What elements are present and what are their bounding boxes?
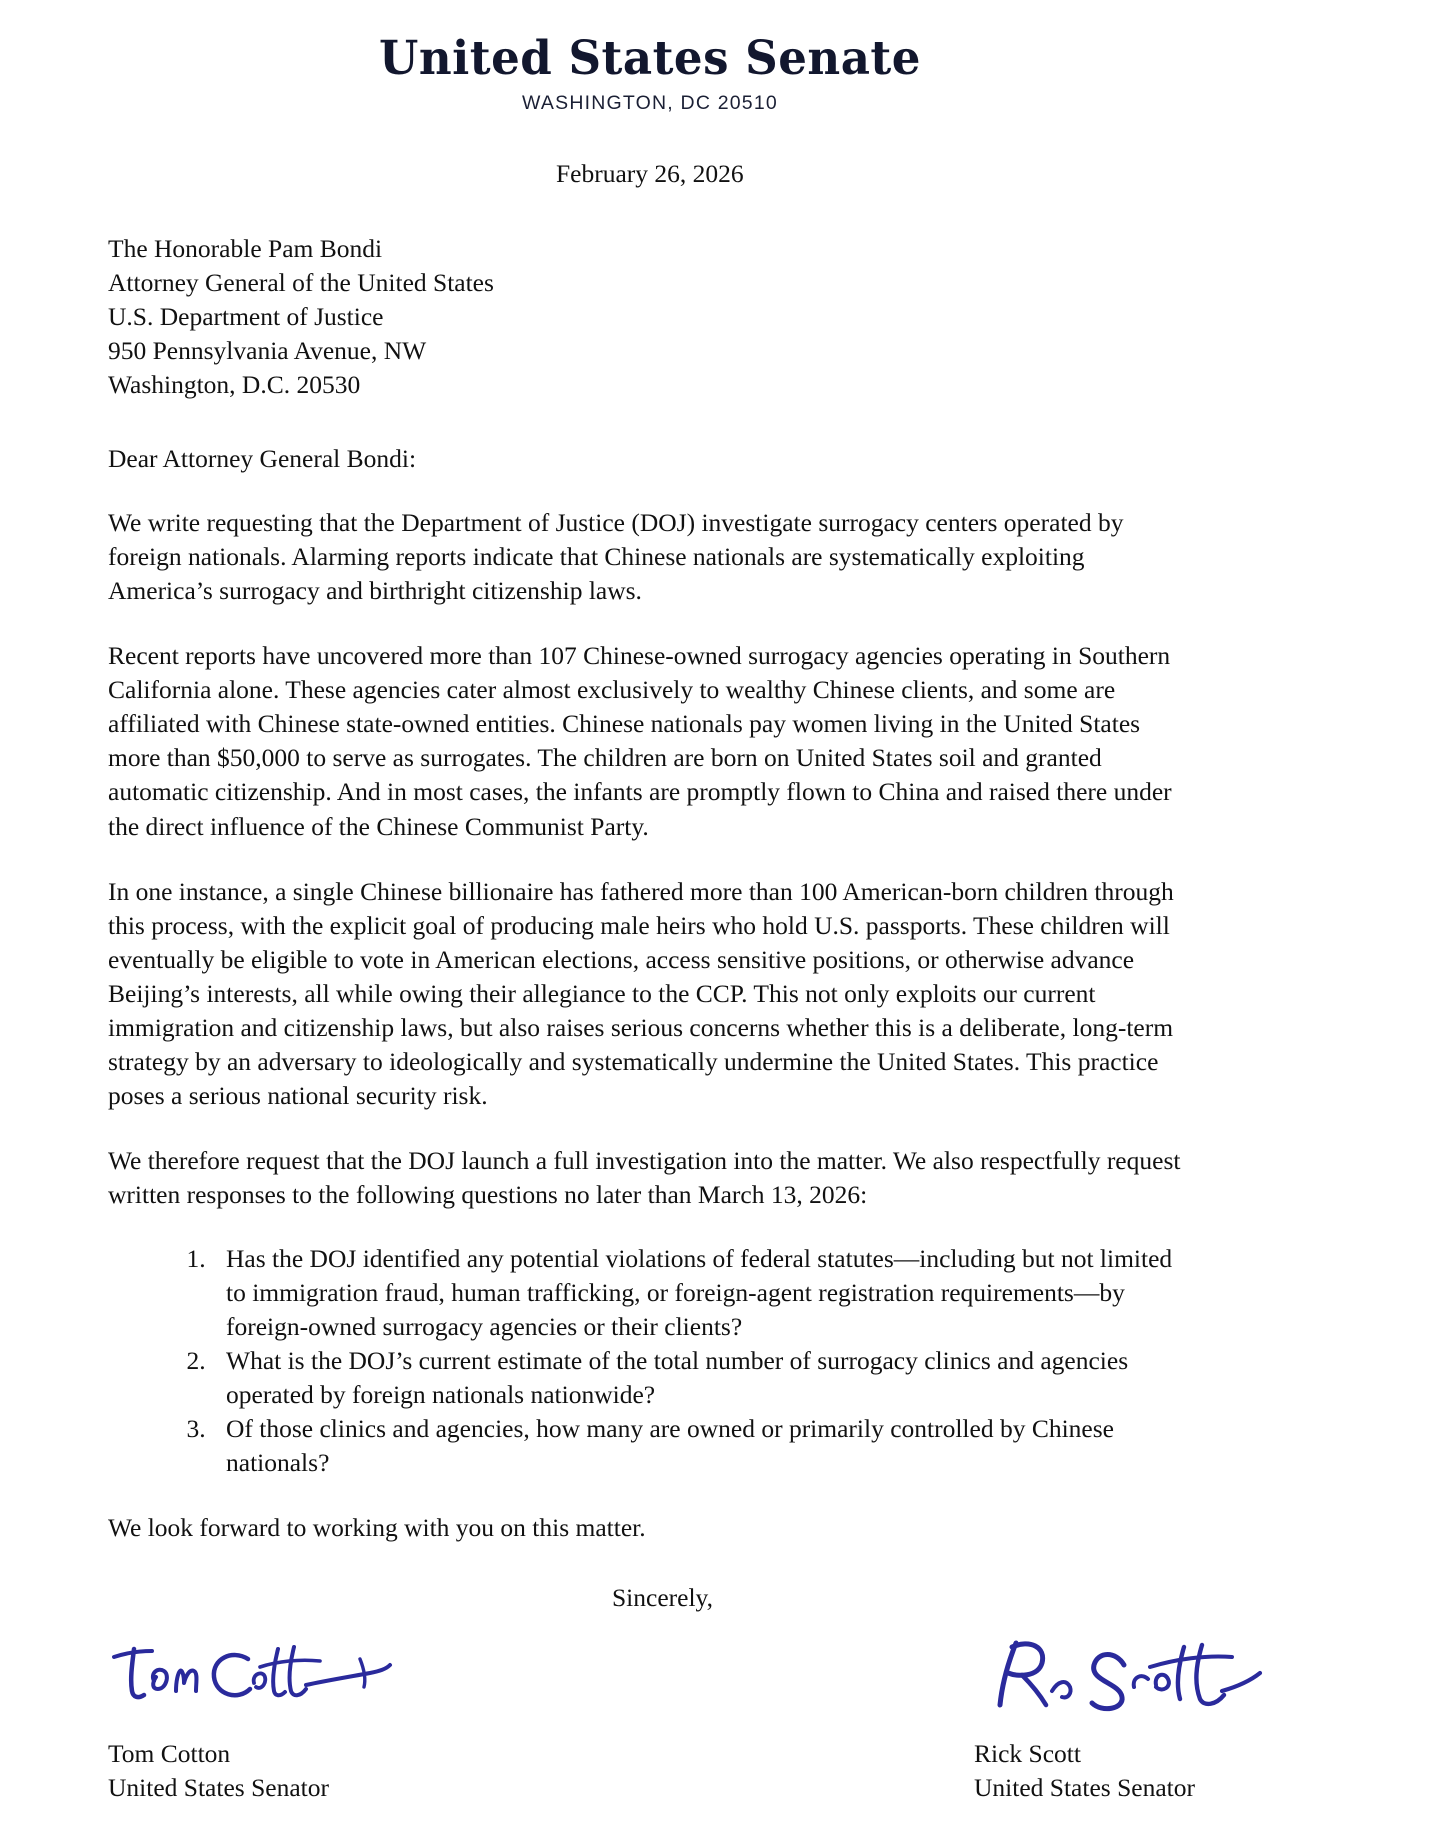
body-paragraph-3: In one instance, a single Chinese billionaire has fathered more than 100 American-born children through this process, with the explicit goal of producing male heirs who hold U.S. passports. These children will eventually be eligible to vote in American elections, access sensitive positions, or otherwise advance Beijing’s interests, all while owing their allegiance to the CCP. This not only exploits our current immigration and citizenship laws, but also raises serious concerns whether this is a deliberate, long-term strategy by an adversary to ideologically and systematically undermine the United States. This practice poses a serious national security risk. (108, 876, 1174, 1110)
question-item: 3. Of those clinics and agencies, how many are owned or primarily controlled by Chinese nationals? (212, 1412, 1194, 1480)
letterhead (0, 0, 1300, 115)
body-paragraph-1: We write requesting that the Department of Justice (DOJ) investigate surrogacy centers operated by foreign nationals. Alarming reports indicate that Chinese nationals are systematically exploiting America’s surrogacy and birthright citizenship laws. (108, 508, 1124, 606)
question-item: 2. What is the DOJ’s current estimate of the total number of surrogacy clinics and agencies operated by foreign nationals nationwide? (212, 1344, 1194, 1412)
salutation: Dear Attorney General Bondi: (108, 444, 417, 474)
signatory-name: Rick Scott (974, 1739, 1081, 1769)
recipient-address-block (108, 232, 1194, 402)
recipient-line-2: Attorney General of the United States (108, 268, 494, 297)
signature-area (108, 1629, 1194, 1839)
letter-body (106, 158, 1194, 1839)
question-item: 1. Has the DOJ identified any potential violations of federal statutes—including but not limited to immigration fraud, human trafficking, or foreign-agent registration requirements—by foreign-owned surrogacy agencies or their clients? (212, 1242, 1194, 1344)
body-paragraph-2: Recent reports have uncovered more than 107 Chinese-owned surrogacy agencies operating in Southern California alone. These agencies cater almost exclusively to wealthy Chinese clients, and some are affiliated with Chinese state-owned entities. Chinese nationals pay women living in the United States more than $50,000 to serve as surrogates. The children are born on United States soil and granted automatic citizenship. And in most cases, the infants are promptly flown to China and raised there under the direct influence of the Chinese Communist Party. (108, 641, 1172, 841)
recipient-line-3: U.S. Department of Justice (108, 302, 384, 332)
letterhead-subtitle: WASHINGTON, DC 20510 (522, 92, 778, 115)
signatory-title: United States Senator (108, 1772, 329, 1802)
tom-cotton-signature (108, 1629, 578, 1733)
sincerely-line: Sincerely, (612, 1583, 714, 1613)
letter-date: February 26, 2026 (556, 159, 744, 189)
body-paragraph-4: We therefore request that the DOJ launch a full investigation into the matter. We also respectfully request written responses to the following questions no later than March 13, 2026: (108, 1145, 1181, 1209)
signatory-title: United States Senator (974, 1772, 1195, 1802)
recipient-line-4: 950 Pennsylvania Avenue, NW (108, 336, 427, 366)
questions-list (108, 1242, 1194, 1480)
signatory-name: Tom Cotton (108, 1739, 231, 1769)
letterhead-title: United States Senate (379, 31, 921, 86)
rick-scott-signature (974, 1629, 1444, 1733)
signature-block-tom-cotton (108, 1629, 578, 1804)
signature-block-rick-scott (974, 1629, 1444, 1804)
closing-line: We look forward to working with you on this matter. (108, 1513, 646, 1543)
recipient-line-1: The Honorable Pam Bondi (108, 233, 383, 263)
recipient-line-5: Washington, D.C. 20530 (108, 370, 361, 400)
